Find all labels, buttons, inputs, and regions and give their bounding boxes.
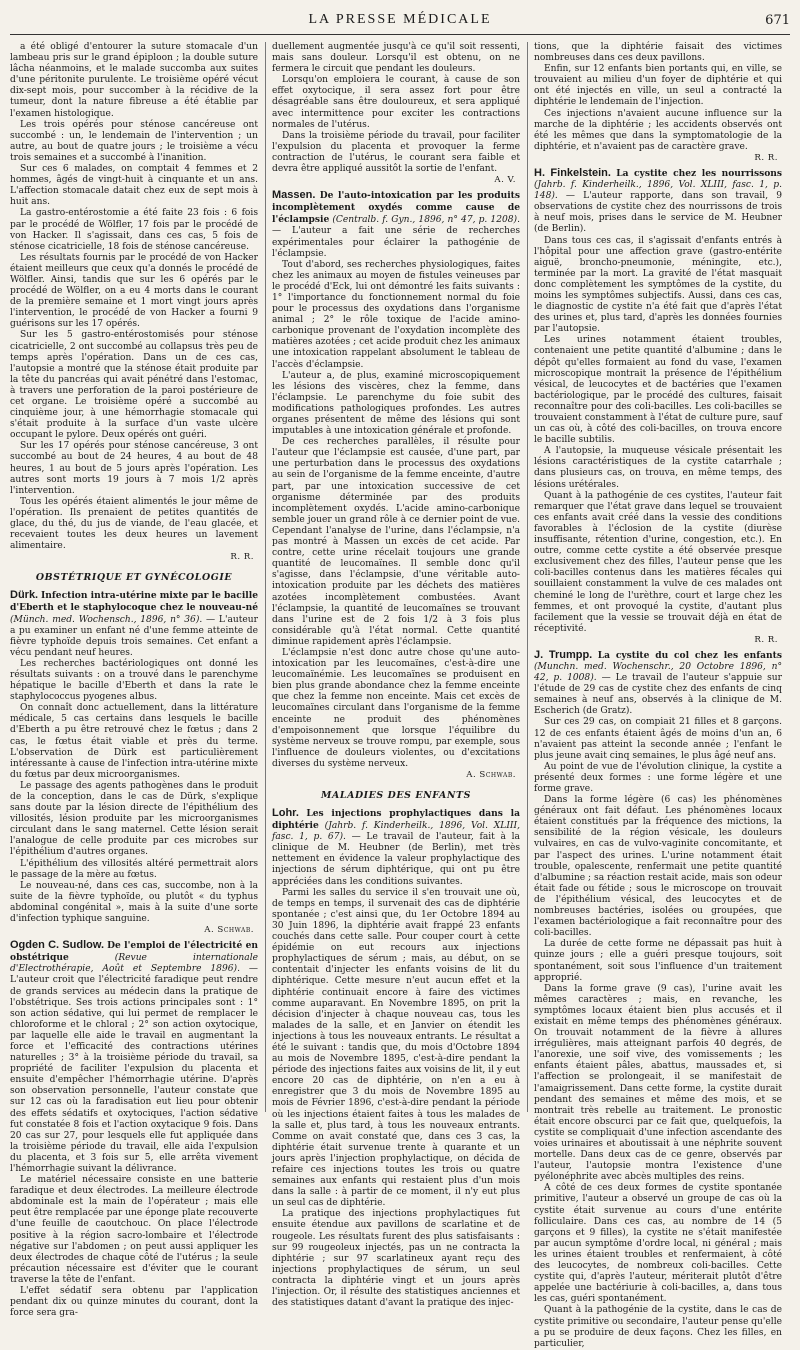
- column-3: [534, 42, 782, 1349]
- paragraph: La durée de cette forme ne dépassait pas huit à quinze jours ; elle a guéri presque toujours, soit spontanément, soit sous l'influence d'un traitement approprié.: [534, 939, 782, 983]
- article-title: La cystite chez les nourrissons: [616, 167, 782, 179]
- paragraph: duellement augmentée jusqu'à ce qu'il soit ressenti, mais sans douleur. Lorsqu'il est obtenu, on ne fermera le circuit que pendant les douleurs.: [272, 42, 520, 75]
- article-heading: [10, 940, 258, 1175]
- paragraph: On connaît donc actuellement, dans la littérature médicale, 5 cas certains dans lesquels le bacille d'Eberth a pu être retrouvé chez le fœtus ; dans 2 cas, le fœtus était viable et près du terme. L'observation de Dürk est particulièrement intéressante à cause de l'infection intra-utérine mixte du fœtus par deux microorganismes.: [10, 703, 258, 780]
- signature: A. Schwab.: [466, 770, 516, 780]
- paragraph: Les urines notamment étaient troubles, contenaient une petite quantité d'albumine ; dans le dépôt qu'elles formaient au fond du vase, l'examen microscopique montrait la présence de l'épithélium vésical, de leucocytes et de bactéries que l'examen bactériologique, par le procédé des cultures, faisait reconnaître pour des coli-bacilles. Les coli-bacilles se trouvaient constamment à l'état de culture pure, sauf un cas où, à côté des coli-bacilles, on trouva encore le bacille subtilis.: [534, 335, 782, 446]
- section-heading: MALADIES DES ENFANTS: [321, 790, 471, 801]
- paragraph: Le matériel nécessaire consiste en une batterie faradique et deux électrodes. La meilleure électrode abdominale est la main de l'opérateur ; mais elle peut être remplacée par une éponge plate recouverte d'une feuille de caoutchouc. On place l'électrode positive à la région sacro-lombaire et l'électrode négative sur l'abdomen ; on peut aussi appliquer les deux électrodes de chaque côté de l'utérus ; la seule précaution nécessaire est d'éviter que le courant traverse la tête de l'enfant.: [10, 1175, 258, 1285]
- paragraph: Sur les 17 opérés pour sténose cancéreuse, 3 ont succombé au bout de 24 heures, 4 au bout de 48 heures, 1 au bout de 5 jours après l'opération. Les autres sont morts 19 jours à 7 mois 1/2 après l'intervention.: [10, 441, 258, 496]
- paragraph: Sur ces 29 cas, on compiait 21 filles et 8 garçons. 12 de ces enfants étaient âgés de moins d'un an, 6 n'avaient pas atteint la seconde année ; l'enfant le plus jeune avait cinq semaines, le plus âgé neuf ans.: [534, 717, 782, 761]
- section-heading: OBSTÉTRIQUE ET GYNÉCOLOGIE: [35, 572, 233, 584]
- article-heading: [10, 590, 258, 659]
- article-author: H. Finkelstein.: [534, 166, 611, 179]
- article-heading: [272, 808, 520, 888]
- paragraph: Lorsqu'on emploiera le courant, à cause de son effet oxytocique, il sera assez fort pour être désagréable sans être douloureux, et sera appliqué avec intermittence pour exciter les contractions normales de l'utérus.: [272, 75, 520, 130]
- journal-title: LA PRESSE MÉDICALE: [308, 12, 492, 27]
- article-heading: [534, 650, 782, 718]
- article-author: Massen.: [272, 189, 316, 202]
- paragraph: Sur ces 6 malades, on comptait 4 femmes et 2 hommes, âgés de vingt-huit à cinquante et un ans. L'affection stomacale datait chez eux de sept mois à huit ans.: [10, 164, 258, 208]
- paragraph: Les trois opérés pour sténose cancéreuse ont succombé : un, le lendemain de l'intervention ; un autre, au bout de quatre jours ; le troisième a vécu trois semaines et a succombé à l'inanition.: [10, 119, 258, 163]
- paragraph: A l'autopsie, la muqueuse vésicale présentait les lésions caractéristiques de la cystite catarrhale ; dans plusieurs cas, on trouva, en même temps, des lésions urétérales.: [534, 446, 782, 490]
- paragraph: L'effet sédatif sera obtenu par l'application pendant dix ou quinze minutes du courant, dont la force sera gra-: [10, 1286, 258, 1319]
- article-lead: — Le travail de l'auteur, fait à la clinique de M. Heubner (de Berlin), met très nettement en évidence la valeur prophylactique des injections de sérum diphtérique, qui ont pu être appréciées dans les conditions suivantes.: [272, 832, 520, 887]
- article-source: (Münch. med. Wochensch., 1896, n° 36).: [10, 614, 203, 625]
- signature: R. R.: [754, 634, 778, 645]
- paragraph: Dans la forme grave (9 cas), l'urine avait les mêmes caractères ; mais, en revanche, les symptômes locaux étaient bien plus accusés et il existait en même temps des phénomènes généraux. On trouvait notamment de la fièvre à allures irrégulières, mais atteignant parfois 40 degrés, de l'anorexie, une soif vive, des vomissements ; les enfants étaient pâles, abattus, maussades et, si l'affection se prolongeait, il se manifestait de l'amaigrissement. Dans cette forme, la cystite durait pendant des semaines et même des mois, et se montrait très rebelle au traitement. Le pronostic était encore obscurci par ce fait que, quelquefois, la cystite se compliquait d'une infection ascendante des voies urinaires et aboutissait à une néphrite souvent mortelle. Dans deux cas de ce genre, observés par l'auteur, l'autopsie montra l'existence d'une pyélonéphrite avec abcès multiples des reins.: [534, 983, 782, 1183]
- article-lead: — Le travail de l'auteur s'appuie sur l'étude de 29 cas de cystite chez des enfants de cinq semaines à neuf ans, observés à la clinique de M. Escherich (de Gratz).: [534, 673, 782, 717]
- paragraph: Au point de vue de l'évolution clinique, la cystite a présenté deux formes : une forme légère et une forme grave.: [534, 761, 782, 794]
- article-lead: — L'auteur rapporte, dans son travail, 9 observations de cystite chez des nourrissons de trois à neuf mois, prises dans le service de M. Heubner (de Berlin).: [534, 191, 782, 235]
- article-title: Les injections prophylactiques dans la diphtérie: [272, 808, 520, 832]
- article-author: Lohr.: [272, 807, 299, 819]
- paragraph: La pratique des injections prophylactiques fut ensuite étendue aux pavillons de scarlatine et de rougeole. Les résultats furent des plus satisfaisants : sur 99 rougeoleux injectés, pas un ne contracta la diphtérie ; sur 97 scarlatineux ayant reçu des injections prophylactiques de sérum, un seul contracta la diphtérie vingt et un jours après l'injection. Or, il résulte des statistiques anciennes et des statistiques datant d'avant la pratique des injec-: [272, 1209, 520, 1309]
- paragraph: Les résultats fournis par le procédé de von Hacker étaient meilleurs que ceux qu'a donnés le procédé de Wölfler. Ainsi, tandis que sur les 6 opérés par le procédé de Wölfler, on a eu 4 morts dans le courant de la première semaine et 1 mort vingt jours après l'intervention, le procédé de von Hacker a fourni 9 guérisons sur les 17 opérés.: [10, 252, 258, 330]
- paragraph: Quant à la pathogénie de ces cystites, l'auteur fait remarquer que l'état grave dans lequel se trouvaient ces enfants avait créé dans la vessie des conditions favorables à l'éclosion de la cystite (diurèse insuffisante, rétention d'urine, congestion, etc.). En outre, comme cette cystite a été observée presque exclusivement chez des filles, l'auteur pense que les coli-bacilles contenus dans les matières fécales qui souillaient constamment la vulve de ces malades ont cheminé le long de l'urèthre, court et large chez les femmes, et ont provoqué la cystite, d'autant plus facilement que la vessie se trouvait déjà en état de réceptivité.: [534, 490, 782, 634]
- article-title: De l'auto-intoxication par les produits incomplètement oxydés comme cause de l'éclampsie: [272, 190, 520, 226]
- paragraph: tions, que la diphtérie faisait des victimes nombreuses dans ces deux pavillons.: [534, 42, 782, 64]
- article-author: J. Trumpp.: [534, 648, 593, 661]
- article-heading: [272, 190, 520, 260]
- paragraph: Dans tous ces cas, il s'agissait d'enfants entrés à l'hôpital pour une affection grave (gastro-entérite aiguë, broncho-pneumonie, méningite, etc.), terminée par la mort. La gravité de l'état masquait donc complètement les symptômes de la cystite, du moins les symptômes subjectifs. Aussi, dans ces cas, le diagnostic de cystite n'a été fait que d'après l'état des urines et, plus tard, d'après les données fournies par l'autopsie.: [534, 235, 782, 335]
- article-source: (Revue internationale d'Electrothérapie, Août et Septembre 1896).: [10, 953, 258, 975]
- journal-page: [10, 0, 790, 1349]
- article-author: Dürk.: [10, 589, 39, 602]
- paragraph: La gastro-entérostomie a été faite 23 fois : 6 fois par le procédé de Wölfler, 17 fois par le procédé de von Hacker. Il s'agissait, dans ces cas, 5 fois de sténose cicatricielle, 18 fois de sténose cancéreuse.: [10, 208, 258, 252]
- page-number: 671: [765, 13, 790, 28]
- paragraph: Les recherches bactériologiques ont donné les résultats suivants : on a trouvé dans le parenchyme hépatique le bacille d'Eberth et dans la rate le staphylococcus pyogenes albus.: [10, 658, 258, 703]
- paragraph: L'épithélium des villosités altéré permettrait alors le passage de la mère au fœtus.: [10, 858, 258, 880]
- signature: A. V.: [494, 175, 516, 186]
- signature: A. Schwab.: [204, 925, 254, 936]
- column-2: [272, 42, 520, 1309]
- paragraph: Le passage des agents pathogènes dans le produit de la conception, dans le cas de Dürk, s'explique sans doute par la lésion directe de l'épithélium des villosités, lésion produite par les microorganismes circulant dans le sang maternel. Cette lésion serait l'analogue de celle produite par ces microbes sur l'épithélium d'autres organes.: [10, 780, 258, 858]
- column-1: [10, 42, 258, 1319]
- paragraph: L'éclampsie n'est donc autre chose qu'une auto-intoxication par les leucomaïnes, c'est-à-dire une leucomaïnémie. Les leucomaïnes se produisent en bien plus grande abondance chez la femme enceinte que chez la femme non enceinte. Mais cet excès de leucomaïnes circulant dans l'organisme de la femme enceinte ne produit des phénomènes d'empoisonnement que lorsque l'équilibre du système nerveux se trouve rompu, par exemple, sous l'influence de douleurs violentes, ou d'excitations diverses du système nerveux.: [272, 647, 520, 769]
- article-lead: — L'auteur a pu examiner un enfant né d'une femme atteinte de fièvre typhoïde depuis trois semaines. Cet enfant a vécu pendant neuf heures.: [10, 614, 258, 658]
- paragraph: Tous les opérés étaient alimentés le jour même de l'opération. Ils prenaient de petites quantités de glace, du thé, du jus de viande, de l'eau glacée, et recevaient toutes les deux heures un lavement alimentaire.: [10, 496, 258, 552]
- article-source: (Munchn. med. Wochenschr., 20 Octobre 1896, n° 42, p. 1008).: [534, 661, 782, 684]
- article-source: (Centralb. f. Gyn., 1896, n° 47, p. 1208).: [332, 215, 520, 226]
- paragraph: Ces injections n'avaient aucune influence sur la marche de la diphtérie ; les accidents observés ont été les mêmes que dans la symptomatologie de la diphtérie, et n'avaient pas de caractère grave.: [534, 108, 782, 152]
- paragraph: Dans la troisième période du travail, pour faciliter l'expulsion du placenta et provoquer la ferme contraction de l'utérus, le courant sera faible et devra être appliqué aussitôt la sortie de l'enfant.: [272, 130, 520, 175]
- article-source: (Jahrb. f. Kinderheilk., 1896, Vol. XLIII, fasc. 1, p. 148).: [534, 180, 782, 202]
- article-heading: [534, 168, 782, 236]
- article-lead: — L'auteur croit que l'électricité faradique peut rendre de grands services au médecin dans la pratique de l'obstétrique. Ses trois actions principales sont : 1° son action sédative, qui lui permet de remplacer le chloroforme et le chloral ; 2° son action oxytocique, par laquelle elle aide le travail en augmentant la force et l'efficacité des contractions utérines naturelles ; 3° à la troisième période du travail, sa propriété de faciliter l'expulsion du placenta et ensuite d'empêcher l'hémorrhagie utérine. D'après son observation personnelle, l'auteur constate que sur 12 cas où la faradisation eut lieu pour obtenir des effets sédatifs et oxytociques, l'action sédative fut constatée 8 fois et l'action oxytacique 9 fois. Dans 20 cas sur 27, pour lesquels elle fut appliquée dans la troisième période du travail, elle aida l'expulsion du placenta, et 3 fois sur 5, elle arrêta vivement l'hémorrhagie suivant la délivrance.: [10, 964, 258, 1174]
- paragraph: De ces recherches parallèles, il résulte pour l'auteur que l'éclampsie est causée, d'une part, par une perturbation dans le processus des oxydations au sein de l'organisme de la femme enceinte, d'autre part, par une intoxication successive de cet organisme déterminée par des produits incomplètement oxydés. L'acide amino-carbonique semble jouer un grand rôle à ce dernier point de vue. Cependant l'analyse de l'urine, dans l'éclampsie, n'a pas montré à Massen un excès de cet acide. Par contre, cette urine récelait toujours une grande quantité de leucomaïnes. Il semble donc qu'il s'agisse, dans l'éclampsie, d'une véritable auto-intoxication produite par les déchets des matières azotées incomplètement combustées. Avant l'éclampsie, la quantité de leucomaïnes se trouvant dans l'urine est de 2 fois 1/2 à 3 fois plus considérable qu'à l'état normal. Cette quantité diminue rapidement après l'éclampsie.: [272, 437, 520, 647]
- paragraph: Tout d'abord, ses recherches physiologiques, faites chez les animaux au moyen de fistules veineuses par le procédé d'Eck, lui ont démontré les faits suivants : 1° l'importance du fonctionnement normal du foie pour le processus des oxydations dans l'organisme animal ; 2° le rôle toxique de l'acide amino-carbonique provenant de l'oxydation incomplète des matières azotées ; cet acide produit chez les animaux une intoxication rappelant absolument le tableau de l'accès d'éclampsie.: [272, 259, 520, 370]
- paragraph: a été obligé d'entourer la suture stomacale d'un lambeau pris sur le grand épiploon ; la double suture lâcha néanmoins, et le malade succomba aux suites d'une péritonite purulente. Le troisième opéré vécut dix-sept mois, pour succomber à la récidive de la tumeur, dont la nature fibreuse a été établie par l'examen histologique.: [10, 42, 258, 119]
- paragraph: Le nouveau-né, dans ces cas, succombe, non à la suite de la fièvre typhoïde, ou plutôt « du typhus abdominal congénital », mais à la suite d'une sorte d'infection typhique sanguine.: [10, 880, 258, 925]
- paragraph: A côté de ces deux formes de cystite spontanée primitive, l'auteur a observé un groupe de cas où la cystite était survenue au cours d'une entérite folliculaire. Dans ces cas, au nombre de 14 (5 garçons et 9 filles), la cystite ne s'était manifestée par aucun symptôme d'ordre local, ni général ; mais les urines étaient troubles et renfermaient, à côté des leucocytes, de nombreux coli-bacilles. Cette cystite qui, d'après l'auteur, mériterait plutôt d'être appelée une bactériurie à coli-bacilles, a, dans tous les cas, guéri spontanément.: [534, 1183, 782, 1305]
- paragraph: Enfin, sur 12 enfants bien portants qui, en ville, se trouvaient au milieu d'un foyer de diphtérie et qui ont été injectés en ville, un seul a contracté la diphtérie le lendemain de l'injection.: [534, 64, 782, 108]
- article-title: La cystite du col chez les enfants: [597, 649, 782, 661]
- article-author: Ogden C. Sudlow.: [10, 939, 105, 952]
- paragraph: Sur les 5 gastro-entérostomisés pour sténose cicatricielle, 2 ont succombé au collapsus très peu de temps après l'opération. Dans un de ces cas, l'autopsie a montré que la sténose était produite par la tête du pancréas qui avait pénétré dans l'estomac, à travers une perforation de la paroi postérieure de cet organe. Le troisième opéré a succombé au cinquième jour, à une hémorrhagie stomacale qui s'était produite à la surface d'un vaste ulcère occupant le pylore. Deux opérés ont guéri.: [10, 330, 258, 441]
- signature: R. R.: [754, 152, 778, 163]
- paragraph: L'auteur a, de plus, examiné microscopiquement les lésions des viscères, chez la femme, dans l'éclampsie. Le parenchyme du foie subit des modifications pathologiques profondes. Les autres organes présentent de même des lésions qui sont imputables à une intoxication générale et profonde.: [272, 370, 520, 437]
- signature: R. R.: [230, 552, 254, 563]
- paragraph: Quant à la pathogénie de la cystite, dans le cas de cystite primitive ou secondaire, l'auteur pense qu'elle a pu se produire de deux façons. Chez les filles, en particulier,: [534, 1305, 782, 1349]
- running-header: [10, 12, 790, 35]
- paragraph: Parmi les salles du service il s'en trouvait une où, de temps en temps, il survenait des cas de diphtérie spontanée ; c'est ainsi que, du 1er Octobre 1894 au 30 Juin 1896, la diphtérie avait frappé 23 enfants couchés dans cette salle. Pour couper court à cette épidémie on eut recours aux injections prophylactiques de sérum ; mais, au début, on se contentait d'injecter les enfants voisins de lit du diphtérique. Cette mesure n'eut aucun effet et la diphtérie continuait encore à faire des victimes comme auparavant. En Novembre 1895, on prit la décision d'injecter à chaque nouveau cas, tous les malades de la salle, et en Janvier on étendit les injections à tous les nouveaux entrants. Le résultat a été le suivant : tandis que, du mois d'Octobre 1894 au mois de Novembre 1895, c'est-à-dire pendant la période des injections faites aux voisins de lit, il y eut encore 20 cas de diphtérie, on n'en a eu à enregistrer que 3 du mois de Novembre 1895 au mois de Février 1896, c'est-à-dire pendant la période où les injections étaient faites à tous les malades de la salle et, plus tard, à tous les nouveaux entrants. Comme on avait constaté que, dans ces 3 cas, la diphtérie était survenue trente à quarante et un jours après l'injection prophylactique, on décida de refaire ces injections toutes les trois ou quatre semaines aux enfants qui restaient plus d'un mois dans la salle : à partir de ce moment, il n'y eut plus un seul cas de diphtérie.: [272, 887, 520, 1209]
- article-title: De l'emploi de l'électricité en obstétrique: [10, 940, 258, 964]
- article-title: Infection intra-utérine mixte par le bacille d'Eberth et le staphylocoque chez le nouveau-né: [10, 590, 258, 614]
- paragraph: Dans la forme légère (6 cas) les phénomènes généraux ont fait défaut. Les phénomènes locaux étaient constitués par la fréquence des mictions, la sensibilité de la région vésicale, les douleurs vulvaires, en cas de vulvo-vaginite concomitante, et par l'aspect des urines. L'urine notamment était trouble, opalescente, renfermait une petite quantité d'albumine ; sa réaction restait acide, mais son odeur était fade ou fétide ; sous le microscope on trouvait de l'épithélium vésical, des leucocytes et de nombreuses bactéries, isolées ou groupées, que l'examen bactériologique a fait reconnaître pour des coli-bacilles.: [534, 795, 782, 939]
- article-lead: — L'auteur a fait une série de recherches expérimentales pour éclairer la pathogénie de l'éclampsie.: [272, 226, 520, 259]
- article-source: (Jahrb. f. Kinderheilk., 1896, Vol. XLIII, fasc. 1, p. 67).: [272, 821, 520, 843]
